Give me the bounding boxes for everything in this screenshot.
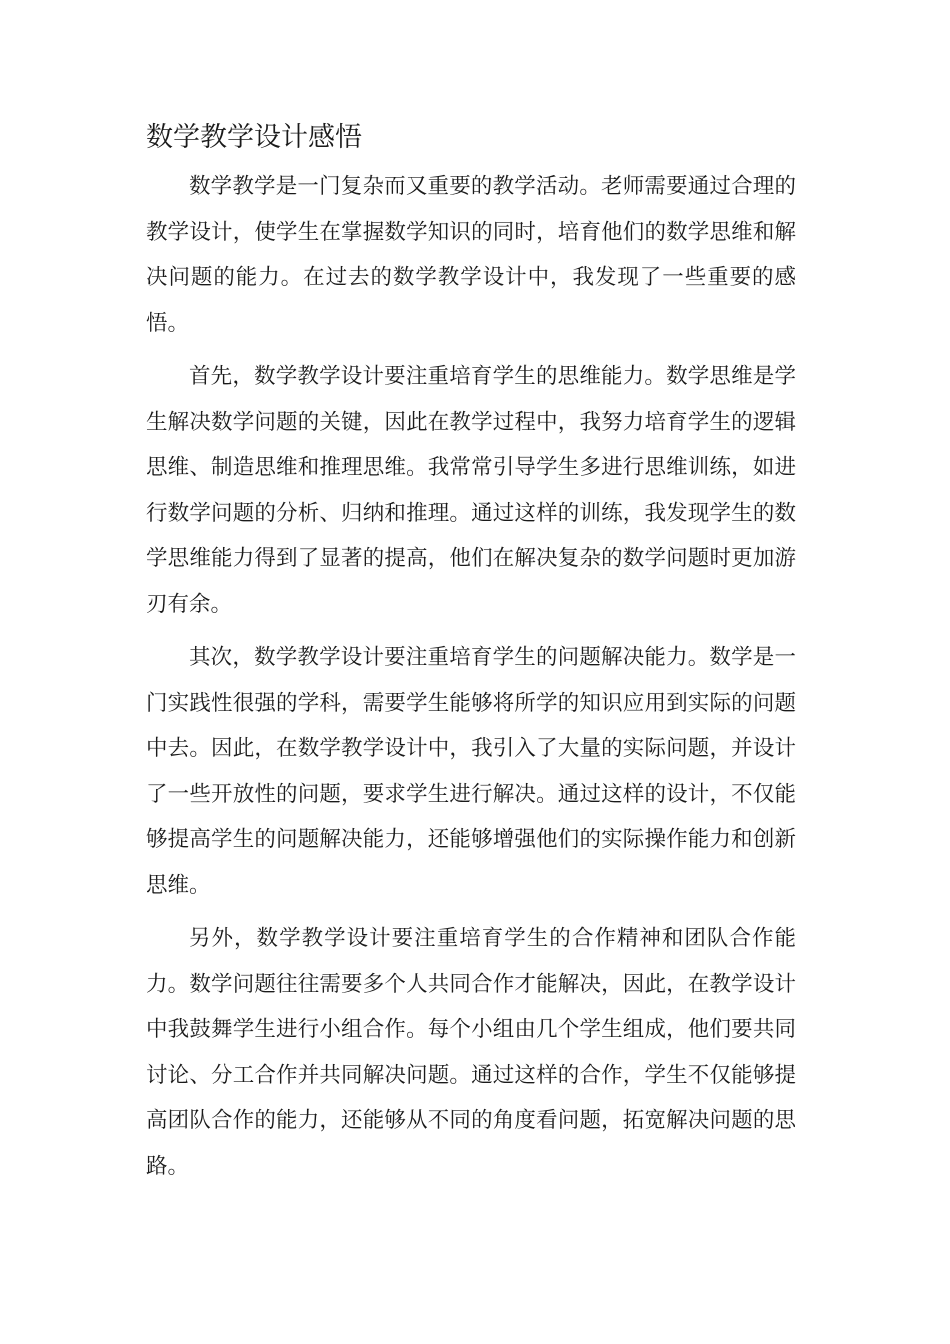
paragraph-problem-solving: 其次，数学教学设计要注重培育学生的问题解决能力。数学是一门实践性很强的学科，需要学生能够将所学的知识应用到实际的问题中去。因此，在数学教学设计中，我引入了大量的实际问题，并设计了一些开放性的问题，要求学生进行解决。通过这样的设计，不仅能够提高学生的问题解决能力，还能够增强他们的实际操作能力和创新思维。: [146, 645, 796, 898]
document-body: [146, 118, 796, 1189]
paragraph-teamwork: 另外，数学教学设计要注重培育学生的合作精神和团队合作能力。数学问题往往需要多个人共同合作才能解决，因此，在教学设计中我鼓舞学生进行小组合作。每个小组由几个学生组成，他们要共同讨论、分工合作并共同解决问题。通过这样的合作，学生不仅能够提高团队合作的能力，还能够从不同的角度看问题，拓宽解决问题的思路。: [146, 926, 796, 1179]
paragraph-thinking-ability: 首先，数学教学设计要注重培育学生的思维能力。数学思维是学生解决数学问题的关键，因此在教学过程中，我努力培育学生的逻辑思维、制造思维和推理思维。我常常引导学生多进行思维训练，如进行数学问题的分析、归纳和推理。通过这样的训练，我发现学生的数学思维能力得到了显著的提高，他们在解决复杂的数学问题时更加游刃有余。: [146, 364, 796, 617]
document-title: 数学教学设计感悟: [146, 122, 362, 153]
paragraph-intro: 数学教学是一门复杂而又重要的教学活动。老师需要通过合理的教学设计，使学生在掌握数学知识的同时，培育他们的数学思维和解决问题的能力。在过去的数学教学设计中，我发现了一些重要的感悟。: [146, 174, 796, 336]
